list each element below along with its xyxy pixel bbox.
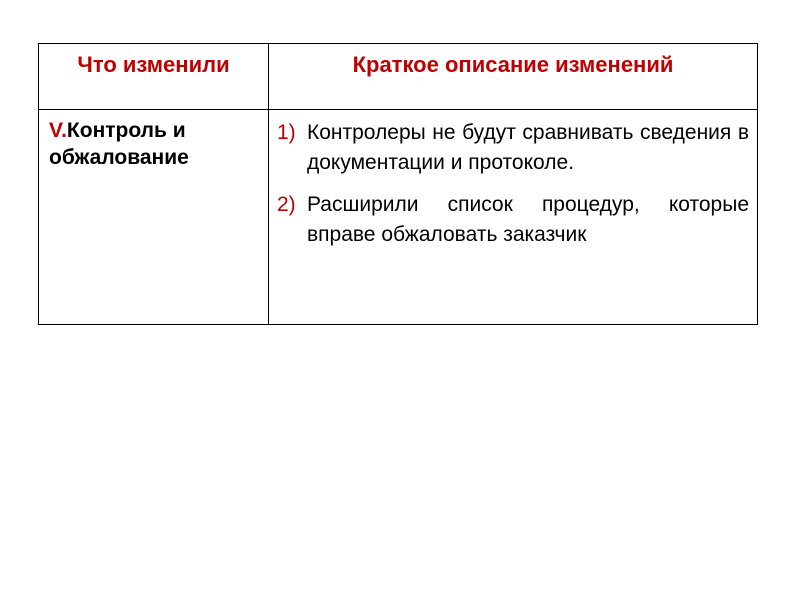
list-item-text: Контролеры не будут сравнивать сведения в документации и протоколе. (307, 121, 749, 174)
section-cell (39, 110, 269, 325)
section-title: Контроль и обжалование (49, 119, 189, 169)
list-item-number: 1) (277, 121, 296, 144)
list-item-text: Расширили список процедур, которые вправе обжаловать заказчик (307, 193, 749, 246)
list-item (277, 118, 749, 178)
header-cell-description (269, 44, 758, 110)
list-item (277, 190, 749, 250)
changes-table (38, 43, 758, 325)
header-description: Краткое описание изменений (352, 52, 674, 77)
items-cell (269, 110, 758, 325)
section-number: V. (49, 119, 67, 142)
header-cell-what-changed (39, 44, 269, 110)
list-item-number: 2) (277, 193, 296, 216)
header-what-changed: Что изменили (77, 52, 230, 77)
table-header-row (39, 44, 758, 110)
table-row (39, 110, 758, 325)
